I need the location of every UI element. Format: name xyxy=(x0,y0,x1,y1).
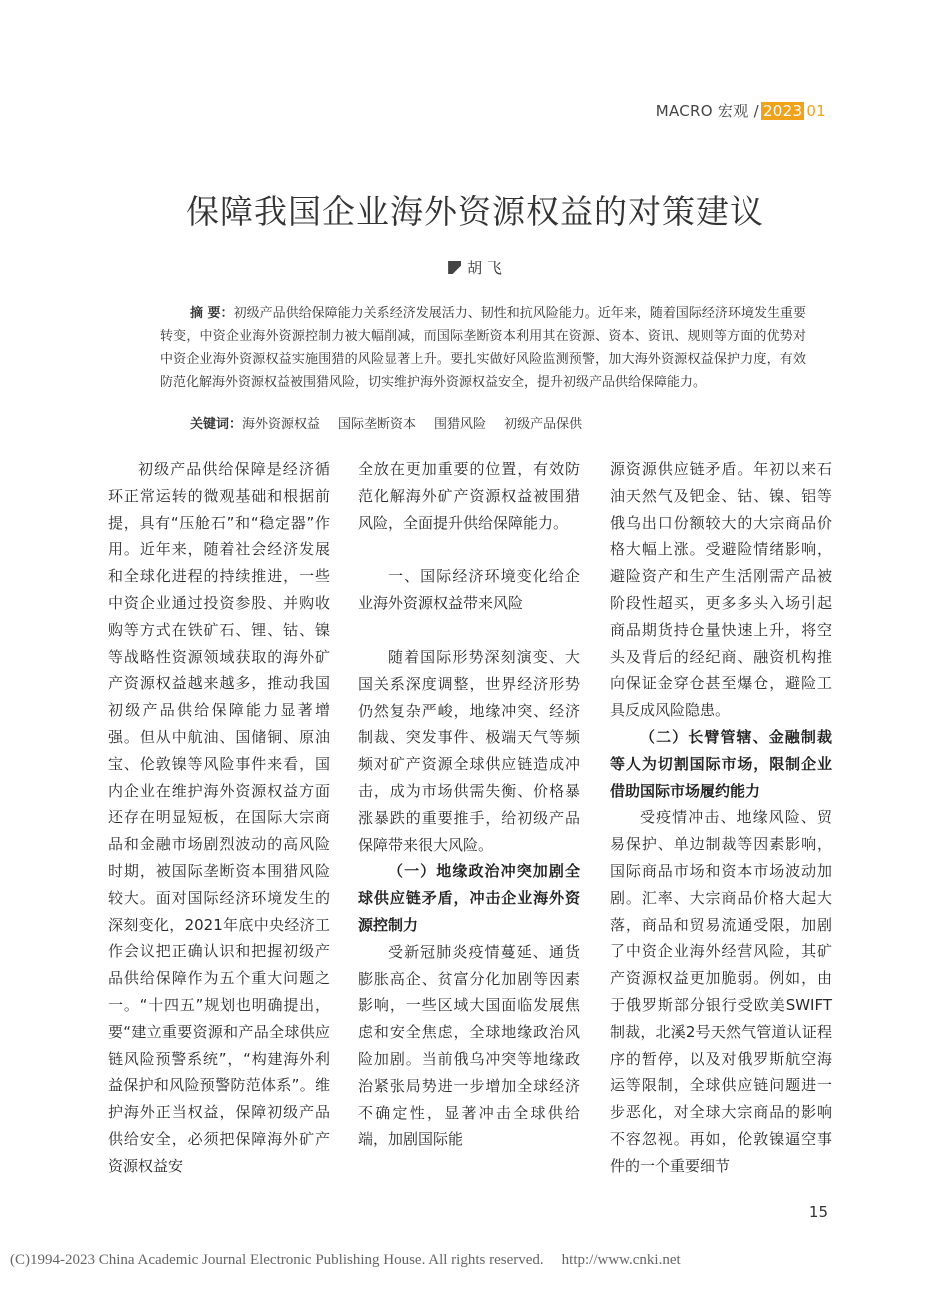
keywords xyxy=(190,413,600,432)
copyright-text: (C)1994-2023 China Academic Journal Electronic Publishing House. All rights reserved. xyxy=(10,1252,544,1268)
abstract-text: 初级产品供给保障能力关系经济发展活力、韧性和抗风险能力。近年来，随着国际经济环境发生重要转变，中资企业海外资源控制力被大幅削减，而国际垄断资本利用其在资源、资本、资讯、规则等方面的优势对中资企业海外资源权益实施围猎的风险显著上升。要扎实做好风险监测预警，加大海外资源权益保护力度，有效防范化解海外资源权益被围猎风险，切实维护海外资源权益安全，提升初级产品供给保障能力。 xyxy=(160,306,806,390)
abstract xyxy=(160,302,806,394)
keyword: 海外资源权益 xyxy=(242,417,321,432)
column-2 xyxy=(358,456,580,1153)
abstract-label: 摘 要： xyxy=(190,306,234,321)
header-year: 2023 xyxy=(762,102,803,120)
section-heading: 一、国际经济环境变化给企业海外资源权益带来风险 xyxy=(358,567,580,613)
header-text: MACRO 宏观 / xyxy=(655,102,759,120)
journal-header xyxy=(656,100,826,121)
page-number: 15 xyxy=(808,1203,828,1221)
paragraph: 源资源供应链矛盾。年初以来石油天然气及钯金、钴、镍、铝等俄乌出口份额较大的大宗商品价格大幅上涨。受避险情绪影响，避险资产和生产生活刚需产品被阶段性超买，更多多头入场引起商品期货持仓量快速上升，将空头及背后的经纪商、融资机构推向保证金穿仓甚至爆仓，避险工具反成风险隐患。 xyxy=(610,460,832,720)
column-3 xyxy=(610,456,832,1180)
header-issue: 01 xyxy=(806,102,826,120)
footer-url: http://www.cnki.net xyxy=(561,1252,681,1268)
paragraph: 随着国际形势深刻演变、大国关系深度调整，世界经济形势仍然复杂严峻，地缘冲突、经济制裁、突发事件、极端天气等频频对矿产资源全球供应链造成冲击，成为市场供需失衡、价格暴涨暴跌的重要推手，给初级产品保障带来很大风险。 xyxy=(358,647,580,854)
keyword: 初级产品保供 xyxy=(504,417,583,432)
pen-icon xyxy=(448,261,461,274)
keyword: 围猎风险 xyxy=(434,417,487,432)
keywords-label: 关键词： xyxy=(190,417,243,432)
subsection-heading: （一）地缘政治冲突加剧全球供应链矛盾，冲击企业海外资源控制力 xyxy=(358,862,580,934)
column-1 xyxy=(108,456,330,1180)
subsection-heading: （二）长臂管辖、金融制裁等人为切割国际市场，限制企业借助国际市场履约能力 xyxy=(610,727,832,800)
paragraph: 全放在更加重要的位置，有效防范化解海外矿产资源权益被围猎风险，全面提升供给保障能力。 xyxy=(358,460,580,532)
author-name: 胡 飞 xyxy=(467,259,502,277)
paragraph: 受新冠肺炎疫情蔓延、通货膨胀高企、贫富分化加剧等因素影响，一些区域大国面临发展焦虑和安全焦虑，全球地缘政治风险加剧。当前俄乌冲突等地缘政治紧张局势进一步增加全球经济不确定性，显著冲击全球供给端，加剧国际能 xyxy=(358,942,580,1149)
author-line xyxy=(0,257,950,278)
paragraph: 受疫情冲击、地缘风险、贸易保护、单边制裁等因素影响，国际商品市场和资本市场波动加剧。汇率、大宗商品价格大起大落，商品和贸易流通受限，加剧了中资企业海外经营风险，其矿产资源权益更加脆弱。例如，由于俄罗斯部分银行受欧美SWIFT制裁，北溪2号天然气管道认证程序的暂停，以及对俄罗斯航空海运等限制，全球供应链问题进一步恶化，对全球大宗商品的影响不容忽视。再如，伦敦镍逼空事件的一个重要细节 xyxy=(610,808,832,1175)
paragraph: 初级产品供给保障是经济循环正常运转的微观基础和根据前提，具有“压舱石”和“稳定器”作用。近年来，随着社会经济发展和全球化进程的持续推进，一些中资企业通过投资参股、并购收购等方式在铁矿石、锂、钴、镍等战略性资源领域获取的海外矿产资源权益越来越多，推动我国初级产品供给保障能力显著增强。但从中航油、国储铜、原油宝、伦敦镍等风险事件来看，国内企业在维护海外资源权益方面还存在明显短板，在国际大宗商品和金融市场剧烈波动的高风险时期，被国际垄断资本围猎风险较大。面对国际经济环境发生的深刻变化，2021年底中央经济工作会议把正确认识和把握初级产品供给保障作为五个重大问题之一。“十四五”规划也明确提出，要“建立重要资源和产品全球供应链风险预警系统”，“构建海外利益保护和风险预警防范体系”。维护海外正当权益，保障初级产品供给安全，必须把保障海外矿产资源权益安 xyxy=(108,460,330,1175)
copyright-footer xyxy=(10,1252,681,1269)
article-title: 保障我国企业海外资源权益的对策建议 xyxy=(186,192,764,231)
keyword: 国际垄断资本 xyxy=(338,417,417,432)
